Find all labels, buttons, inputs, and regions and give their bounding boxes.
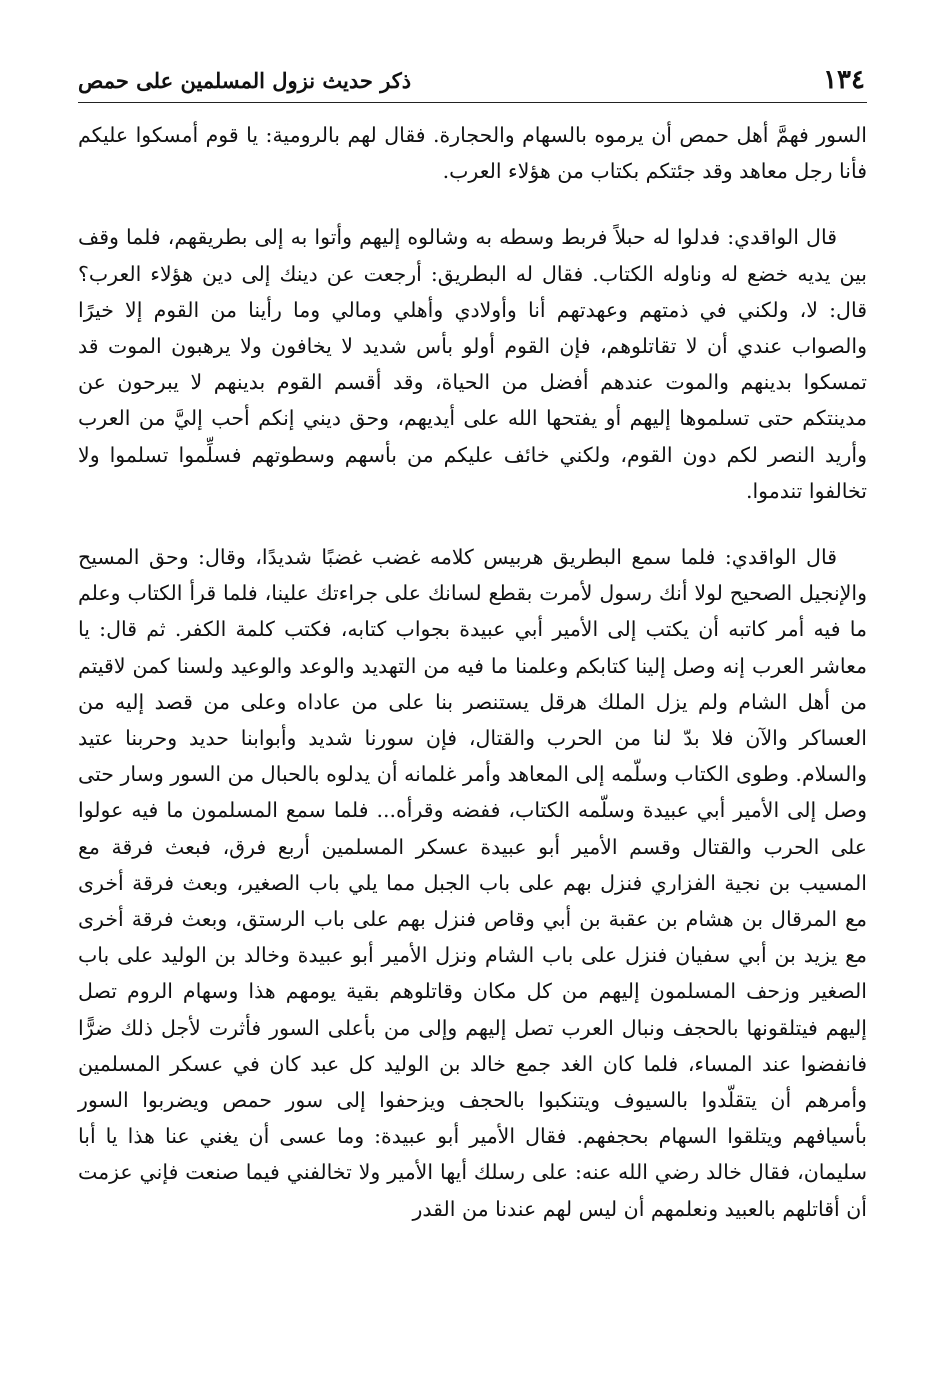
page-number: ١٣٤: [823, 65, 865, 95]
book-page: [78, 62, 867, 1362]
running-title: ذكر حديث نزول المسلمين على حمص: [78, 68, 412, 93]
paragraph-waqidi-1: قال الواقدي: فدلوا له حبلاً فربط وسطه به وشالوه إليهم وأتوا به إلى بطريقهم، فلما وقف بين يديه خضع له وناوله الكتاب. فقال له البطريق: أرجعت عن دينك إلى دين هؤلاء العرب؟ قال: لا، ولكني في ذمتهم وعهدتهم أنا وأولادي وأهلي ومالي وما رأينا من القوم إلا خيرًا والصواب عندي أن لا تقاتلوهم، فإن القوم أولو بأس شديد لا يخافون ولا يرهبون الموت قد تمسكوا بدينهم والموت عندهم أفضل من الحياة، وقد أقسم القوم بدينهم لا يبرحون عن مدينتكم حتى تسلموها إليهم أو يفتحها الله على أيديهم، وحق ديني إنكم أحب إليَّ من العرب وأريد النصر لكم دون القوم، ولكني خائف عليكم من بأسهم وسطوتهم فسلِّموا تسلموا ولا تخالفوا تندموا.: [78, 225, 867, 503]
paragraph-continuation: السور فهمَّ أهل حمص أن يرموه بالسهام والحجارة. فقال لهم بالرومية: يا قوم أمسكوا عليكم فأنا رجل معاهد وقد جئتكم بكتاب من هؤلاء العرب.: [78, 123, 867, 184]
page-body: [78, 117, 867, 1227]
paragraph-waqidi-2: قال الواقدي: فلما سمع البطريق هربيس كلامه غضب غضبًا شديدًا، وقال: وحق المسيح والإنجيل الصحيح لولا أنك رسول لأمرت بقطع لسانك على جراءتك علينا، فلما قرأ الكتاب وعلم ما فيه أمر كاتبه أن يكتب إلى الأمير أبي عبيدة بجواب كتابه، فكتب كلمة الكفر. ثم قال: يا معاشر العرب إنه وصل إلينا كتابكم وعلمنا ما فيه من التهديد والوعد والوعيد ولسنا كمن لاقيتم من أهل الشام ولم يزل الملك هرقل يستنصر بنا على من عاداه وعلى من قصد إليه من العساكر والآن فلا بدّ لنا من الحرب والقتال، فإن سورنا شديد وأبوابنا حديد وحربنا عتيد والسلام. وطوى الكتاب وسلّمه إلى المعاهد وأمر غلمانه أن يدلوه بالحبال من السور وسار حتى وصل إلى الأمير أبي عبيدة وسلّمه الكتاب، ففضه وقرأه... فلما سمع المسلمون ما فيه عولوا على الحرب والقتال وقسم الأمير أبو عبيدة عسكر المسلمين أربع فرق، فبعث فرقة مع المسيب بن نجية الفزاري فنزل بهم على باب الجبل مما يلي باب الصغير، وبعث فرقة أخرى مع المرقال بن هشام بن عقبة بن أبي وقاص فنزل بهم على باب الرستق، وبعث فرقة أخرى مع يزيد بن أبي سفيان فنزل على باب الشام ونزل الأمير أبو عبيدة وخالد بن الوليد على باب الصغير وزحف المسلمون إليهم من كل مكان وقاتلوهم بقية يومهم هذا وسهام الروم تصل إليهم فيتلقونها بالحجف ونبال العرب تصل إليهم وإلى من بأعلى السور فأثرت لأجل ذلك ضرًّا فانفضوا عند المساء، فلما كان الغد جمع خالد بن الوليد كل عبد كان في عسكر المسلمين وأمرهم أن يتقلّدوا بالسيوف ويتنكبوا بالحجف ويزحفوا إلى سور حمص ويضربوا السور بأسيافهم ويتلقوا السهام بحجفهم. فقال الأمير أبو عبيدة: وما عسى أن يغني عنا هذا يا أبا سليمان، فقال خالد رضي الله عنه: على رسلك أيها الأمير ولا تخالفني فيما صنعت فإني عزمت أن أقاتلهم بالعبيد ونعلمهم أن ليس لهم عندنا من القدر: [78, 545, 867, 1221]
page-header: [78, 62, 867, 103]
